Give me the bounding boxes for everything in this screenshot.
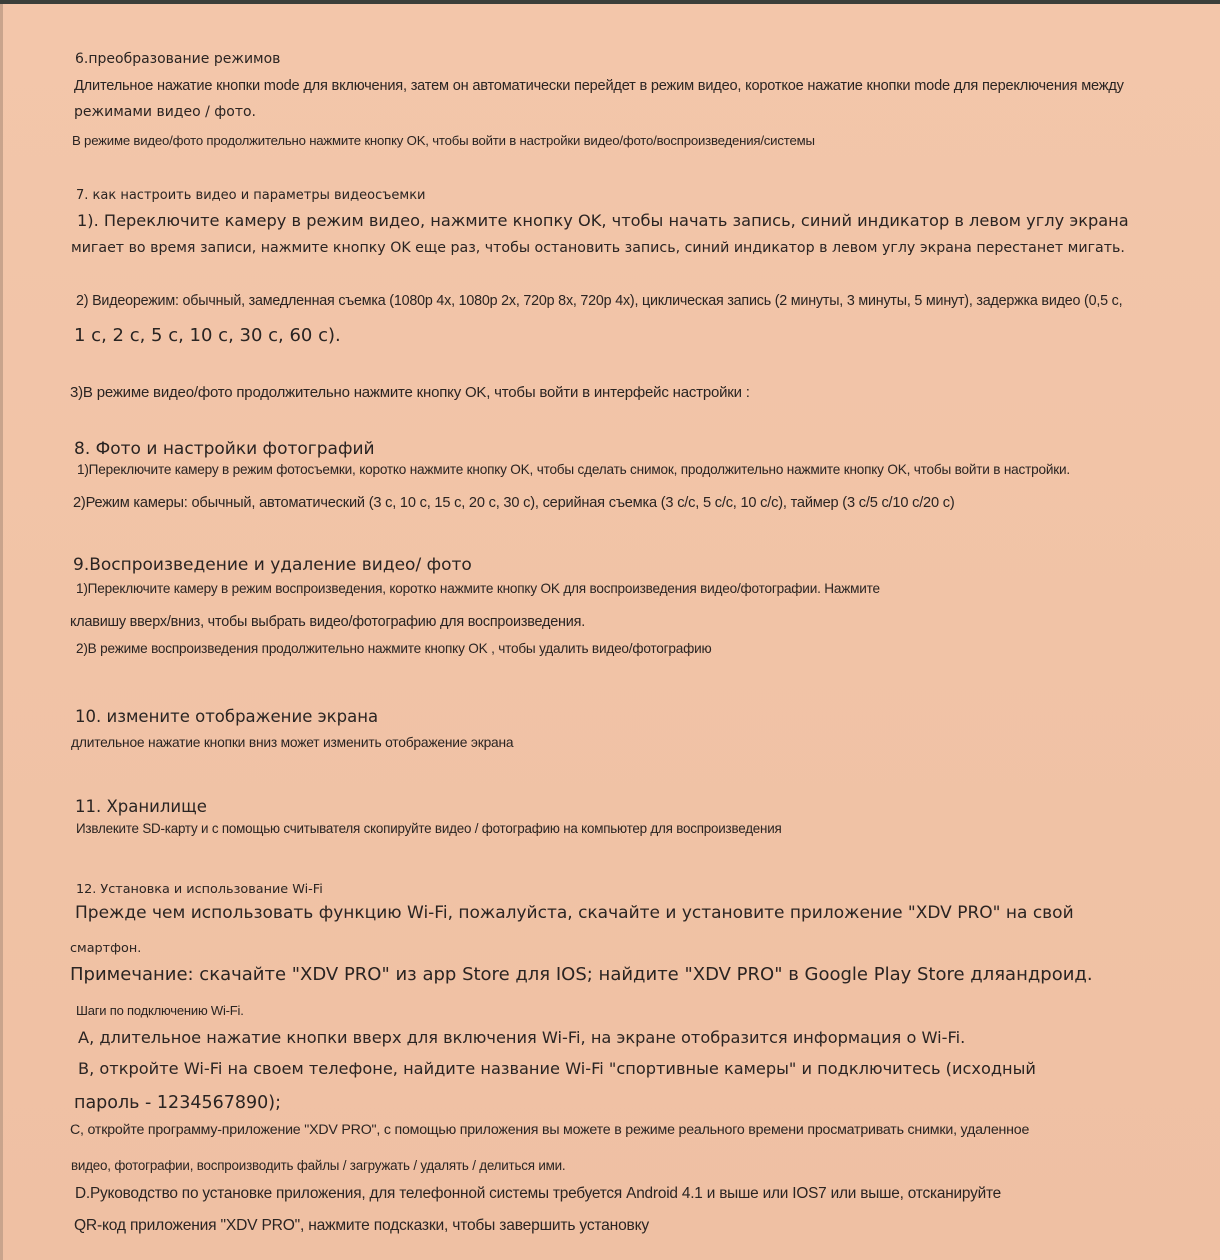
section-7-item2-line2: 1 с, 2 с, 5 с, 10 с, 30 с, 60 с). [74, 325, 341, 346]
section-12-step-c-line2: видео, фотографии, воспроизводить файлы / загружать / удалять / делиться ими. [71, 1158, 566, 1173]
section-9-item1-line2: клавишу вверх/вниз, чтобы выбрать видео/фотографию для воспроизведения. [70, 614, 586, 630]
section-9-title: 9.Воспроизведение и удаление видео/ фото [73, 555, 472, 575]
section-6-note: В режиме видео/фото продолжительно нажмите кнопку OK, чтобы войти в настройки видео/фото/воспроизведения/системы [72, 133, 815, 148]
section-12-intro-line1: Прежде чем использовать функцию Wi-Fi, пожалуйста, скачайте и установите приложение "XDV PRO" на свой [75, 903, 1074, 923]
section-9-item2: 2)В режиме воспроизведения продолжительно нажмите кнопку OK , чтобы удалить видео/фотографию [76, 641, 712, 656]
section-8-title: 8. Фото и настройки фотографий [74, 439, 375, 459]
section-12-step-d-line2: QR-код приложения "XDV PRO", нажмите подсказки, чтобы завершить установку [74, 1217, 650, 1234]
section-7-item1-line2: мигает во время записи, нажмите кнопку OK еще раз, чтобы остановить запись, синий индикатор в левом углу экрана перестанет мигать. [71, 240, 1125, 256]
section-12-title: 12. Установка и использование Wi-Fi [76, 882, 323, 897]
section-12-intro-line2: смартфон. [70, 941, 142, 956]
section-12-step-b-line2: пароль - 1234567890); [74, 1093, 281, 1113]
section-7-item1-line1: 1). Переключите камеру в режим видео, нажмите кнопку OK, чтобы начать запись, синий индикатор в левом углу экрана [77, 211, 1129, 230]
section-12-note: Примечание: скачайте "XDV PRO" из app Store для IOS; найдите "XDV PRO" в Google Play Store дляандроид. [70, 964, 1093, 985]
section-7-item3: 3)В режиме видео/фото продолжительно нажмите кнопку OK, чтобы войти в интерфейс настройки : [70, 384, 750, 401]
section-12-step-a: A, длительное нажатие кнопки вверх для включения Wi-Fi, на экране отобразится информация о Wi-Fi. [78, 1028, 966, 1047]
section-6-paragraph-line2: режимами видео / фото. [74, 104, 256, 120]
section-6-title: 6.преобразование режимов [75, 51, 281, 67]
section-8-item2: 2)Режим камеры: обычный, автоматический (3 с, 10 с, 15 с, 20 с, 30 с), серийная съемка (3 с/с, 5 с/с, 10 с/с), таймер (3 с/5 с/10 с/20 с) [73, 495, 955, 511]
section-9-item1-line1: 1)Переключите камеру в режим воспроизведения, коротко нажмите кнопку OK для воспроизведения видео/фотографии. Нажмите [76, 581, 880, 596]
section-7-title: 7. как настроить видео и параметры видеосъемки [76, 188, 426, 203]
section-7-item2-line1: 2) Видеорежим: обычный, замедленная съемка (1080p 4x, 1080p 2x, 720p 8x, 720p 4x), циклическая запись (2 минуты, 3 минуты, 5 минут), задержка видео (0,5 с, [76, 293, 1123, 309]
section-12-steps-title: Шаги по подключению Wi-Fi. [76, 1003, 244, 1018]
section-12-step-d-line1: D.Руководство по установке приложения, для телефонной системы требуется Android 4.1 и выше или IOS7 или выше, отсканируйте [75, 1185, 1002, 1202]
section-8-item1: 1)Переключите камеру в режим фотосъемки, коротко нажмите кнопку OK, чтобы сделать снимок, продолжительно нажмите кнопку OK, чтобы войти в настройки. [77, 462, 1070, 477]
section-12-step-c-line1: C, откройте программу-приложение "XDV PRO", с помощью приложения вы можете в режиме реального времени просматривать снимки, удаленное [70, 1122, 1030, 1138]
section-11-title: 11. Хранилище [75, 797, 207, 816]
section-10-title: 10. измените отображение экрана [75, 707, 379, 726]
section-11-paragraph: Извлеките SD-карту и с помощью считывателя скопируйте видео / фотографию на компьютер для воспроизведения [76, 821, 782, 836]
section-12-step-b-line1: B, откройте Wi-Fi на своем телефоне, найдите название Wi-Fi "спортивные камеры" и подключитесь (исходный [78, 1059, 1036, 1078]
section-6-paragraph-line1: Длительное нажатие кнопки mode для включения, затем он автоматически перейдет в режим видео, короткое нажатие кнопки mode для переключения между [74, 78, 1124, 94]
section-10-paragraph: длительное нажатие кнопки вниз может изменить отображение экрана [71, 735, 514, 750]
